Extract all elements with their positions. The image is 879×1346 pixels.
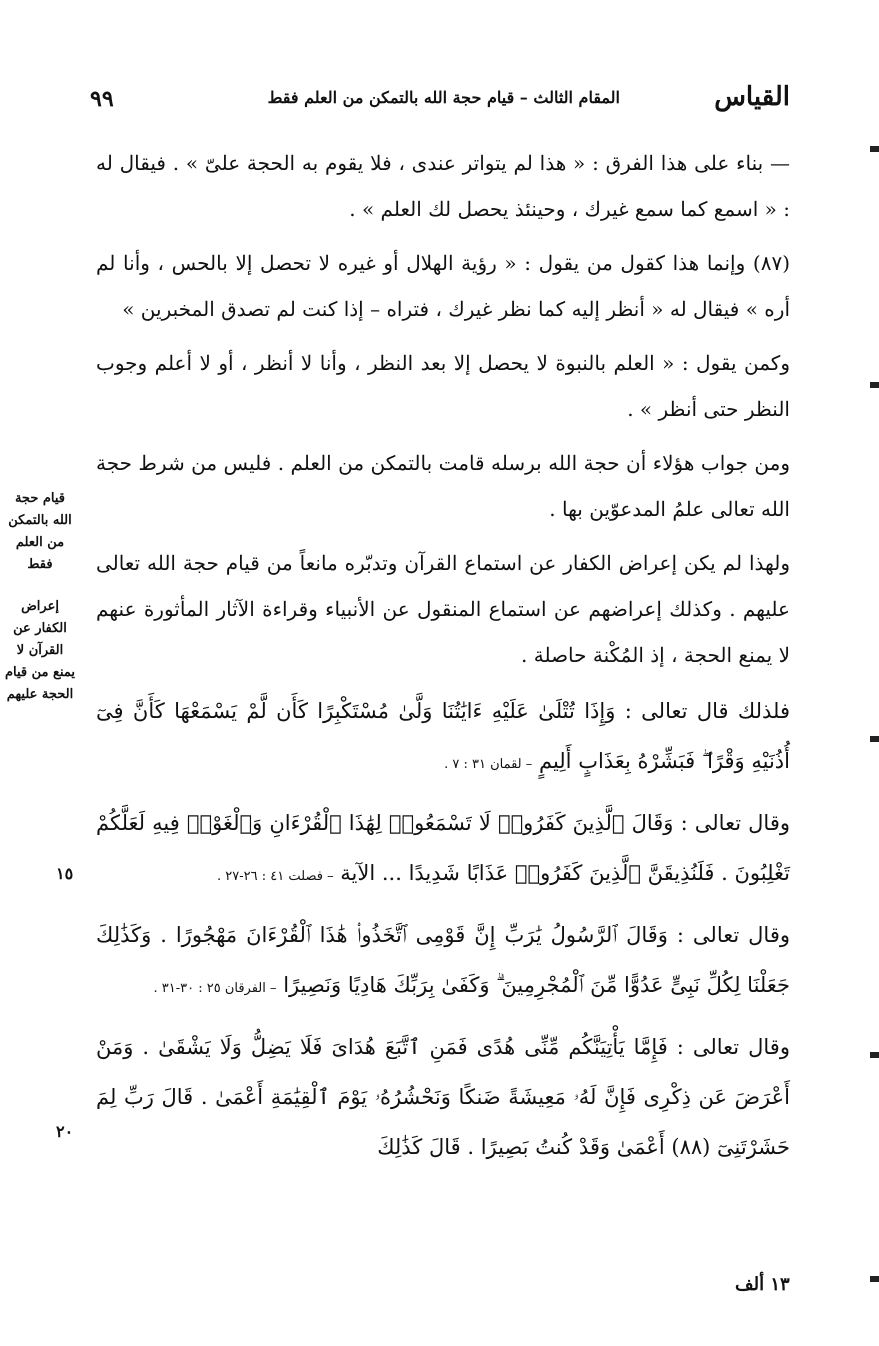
paragraph: وكمن يقول : « العلم بالنبوة لا يحصل إلا بعد النظر ، وأنا لا أنظر ، أو لا أعلم وجوب النظر حتى أنظر » . bbox=[96, 351, 790, 421]
running-title: القياس bbox=[714, 82, 790, 112]
margin-note: إعراض الكفار عن القرآن لا يمنع من قيام الحجة عليهم bbox=[4, 599, 76, 702]
verse-source: – الفرقان ٢٥ : ٣٠-٣١ . bbox=[153, 981, 277, 996]
verse-source: – فصلت ٤١ : ٢٦-٢٧ . bbox=[217, 869, 334, 884]
edge-mark bbox=[870, 1052, 879, 1058]
quran-citation bbox=[96, 1022, 790, 1172]
paragraph: — بناء على هذا الفرق : « هذا لم يتواتر عندى ، فلا يقوم به الحجة علىّ » . فيقال له : « اسمع كما سمع غيرك ، وحينئذ يحصل لك العلم » . bbox=[96, 151, 791, 221]
quran-verse: فَإِمَّا يَأْتِيَنَّكُم مِّنِّى هُدًى فَمَنِ ٱتَّبَعَ هُدَاىَ فَلَا يَضِلُّ وَلَا يَشْقَىٰ . وَمَنْ أَعْرَضَ عَن ذِكْرِى فَإِنَّ لَهُۥ مَعِيشَةً ضَنكًا وَنَحْشُرُهُۥ يَوْمَ ٱلْقِيَٰمَةِ أَعْمَىٰ . قَالَ رَبِّ لِمَ حَشَرْتَنِىٓ (٨٨) أَعْمَىٰ وَقَدْ كُنتُ بَصِيرًا . قَالَ كَذَٰلِكَ bbox=[96, 1035, 790, 1159]
line-number: ٢٠ bbox=[56, 1122, 74, 1141]
quran-verse: وَقَالَ ٱلَّذِينَ كَفَرُوا۟ لَا تَسْمَعُوا۟ لِهَٰذَا ٱلْقُرْءَانِ وَٱلْغَوْا۟ فِيهِ لَعَلَّكُمْ تَغْلِبُونَ . فَلَنُذِيقَنَّ ٱلَّذِينَ كَفَرُوا۟ عَذَابًا شَدِيدًا ... الآية bbox=[96, 811, 790, 885]
main-text bbox=[96, 140, 790, 1180]
edge-mark bbox=[870, 382, 879, 388]
paragraph: ومن جواب هؤلاء أن حجة الله برسله قامت بالتمكن من العلم . فليس من شرط حجة الله تعالى علمُ المدعوّين بها . bbox=[96, 451, 790, 521]
quran-verse: وَقَالَ ٱلرَّسُولُ يَٰرَبِّ إِنَّ قَوْمِى ٱتَّخَذُوا۟ هَٰذَا ٱلْقُرْءَانَ مَهْجُورًا . وَكَذَٰلِكَ جَعَلْنَا لِكُلِّ نَبِىٍّ عَدُوًّا مِّنَ ٱلْمُجْرِمِينَ ۗ وَكَفَىٰ بِرَبِّكَ هَادِيًا وَنَصِيرًا bbox=[96, 923, 790, 997]
edge-mark bbox=[870, 146, 879, 152]
verse-source: – لقمان ٣١ : ٧ . bbox=[444, 757, 533, 772]
quran-citation bbox=[96, 798, 790, 902]
margin-note: قيام حجة الله بالتمكن من العلم فقط bbox=[8, 491, 72, 572]
citation-intro: فلذلك قال تعالى : bbox=[624, 699, 790, 723]
page-header bbox=[90, 82, 790, 118]
quran-citation bbox=[96, 910, 790, 1014]
section-title: المقام الثالث – قيام حجة الله بالتمكن من العلم فقط bbox=[267, 88, 620, 107]
citation-intro: وقال تعالى : bbox=[676, 923, 790, 947]
paragraph: ولهذا لم يكن إعراض الكفار عن استماع القرآن وتدبّره مانعاً من قيام حجة الله تعالى عليهم . وكذلك إعراضهم عن استماع المنقول عن الأنبياء وقراءة الآثار المأثورة عنهم لا يمنع الحجة ، إذ المُكْنة حاصلة . bbox=[96, 551, 790, 667]
quran-verse: وَإِذَا تُتْلَىٰ عَلَيْهِ ءَايَٰتُنَا وَلَّىٰ مُسْتَكْبِرًا كَأَن لَّمْ يَسْمَعْهَا كَأَنَّ فِىٓ أُذُنَيْهِ وَقْرًا ۖ فَبَشِّرْهُ بِعَذَابٍ أَلِيمٍ bbox=[96, 699, 790, 773]
signature-mark: ١٣ ألف bbox=[735, 1274, 790, 1295]
paragraph: (٨٧) وإنما هذا كقول من يقول : « رؤية الهلال أو غيره لا تحصل إلا بالحس ، وأنا لم أره » فيقال له « أنظر إليه كما نظر غيرك ، فتراه – إذا كنت لم تصدق المخبرين » bbox=[96, 251, 790, 321]
page-number: ٩٩ bbox=[90, 86, 114, 112]
edge-mark bbox=[870, 736, 879, 742]
citation-intro: وقال تعالى : bbox=[676, 1035, 790, 1059]
citation-intro: وقال تعالى : bbox=[680, 811, 790, 835]
edge-mark bbox=[870, 1276, 879, 1282]
line-number: ١٥ bbox=[56, 864, 74, 883]
quran-citation bbox=[96, 686, 790, 790]
